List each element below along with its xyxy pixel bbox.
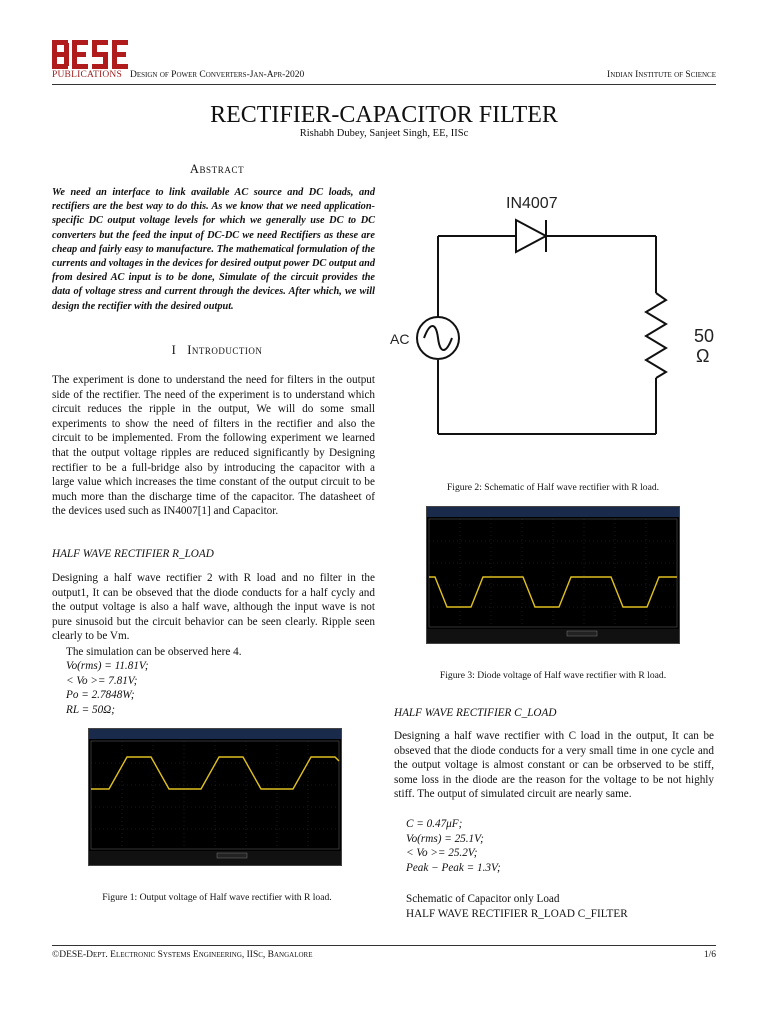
schematic-half-wave-rectifier bbox=[388, 188, 718, 450]
equation: Vo(rms) = 11.81V; bbox=[66, 660, 149, 672]
figure-1-caption: Figure 1: Output voltage of Half wave rectifier with R load. bbox=[102, 892, 332, 903]
simulation-note: The simulation can be observed here 4. bbox=[66, 646, 242, 658]
figure-2-caption: Figure 2: Schematic of Half wave rectifier with R load. bbox=[446, 482, 660, 493]
running-header-left: Design of Power Converters-Jan-Apr-2020 bbox=[130, 70, 305, 80]
diode-label: IN4007 bbox=[506, 195, 558, 212]
dese-logo bbox=[52, 40, 128, 70]
page-number: 1/6 bbox=[703, 950, 716, 960]
section-number: I bbox=[171, 343, 177, 357]
equation: C = 0.47μF; bbox=[406, 818, 463, 830]
hw-c-load-text: Designing a half wave rectifier with C load in the output, It can be obseved that the diode conducts for a very small time in one cycle and the output voltage is almost constant or can be orbserved to be stiff, some loss in the diode are the reason for the voltage to be not highly stiff. The output of simulated circuit are nearly same. bbox=[394, 730, 714, 801]
subheading-hw-c-load: HALF WAVE RECTIFIER C_LOAD bbox=[394, 707, 557, 719]
oscilloscope-figure-3 bbox=[426, 506, 680, 644]
publisher-label: PUBLICATIONS bbox=[52, 70, 122, 80]
equation: RL = 50Ω; bbox=[66, 704, 115, 716]
resistor-value: 50 bbox=[694, 326, 715, 346]
abstract-heading: Abstract bbox=[189, 162, 245, 176]
footer-rule bbox=[52, 945, 716, 946]
capacitor-load-note: Schematic of Capacitor only Load bbox=[406, 893, 560, 905]
paper-authors: Rishabh Dubey, Sanjeet Singh, EE, IISc bbox=[299, 128, 469, 139]
oscilloscope-figure-1 bbox=[88, 728, 342, 866]
equation: Po = 2.7848W; bbox=[66, 689, 135, 701]
equation: < Vo >= 7.81V; bbox=[66, 675, 138, 687]
figure-3-caption: Figure 3: Diode voltage of Half wave rectifier with R load. bbox=[439, 670, 667, 681]
resistor-unit: Ω bbox=[696, 346, 710, 366]
ac-source-label: AC bbox=[390, 331, 410, 347]
header-rule bbox=[52, 84, 716, 85]
introduction-text: The experiment is done to understand the need for filters in the output side of the rectifier. The need of the experiment is to understand which circuit reduces the ripple in the output, We will do some small experiments to show the need of filters in the rectifier and also the circuit to be implemented. From the following experiment we learned that the output voltage ripples are reduced significantly by Designing rectifier to be a full-bridge also by introducing the capacitor with a large value which increases the time constant of the output circuit to be much more than the discharge time of the capacitor. The datasheet of the devices used such as IN4007[1] and Capacitor. bbox=[52, 374, 375, 518]
equation: < Vo >= 25.2V; bbox=[406, 847, 478, 859]
next-subheading-preview: HALF WAVE RECTIFIER R_LOAD C_FILTER bbox=[406, 908, 628, 920]
footer-left: ©DESE-Dept. Electronic Systems Engineering, IISc, Bangalore bbox=[52, 950, 313, 960]
paper-title: RECTIFIER-CAPACITOR FILTER bbox=[210, 102, 558, 128]
section-title: Introduction bbox=[187, 343, 263, 357]
subheading-hw-r-load: HALF WAVE RECTIFIER R_LOAD bbox=[52, 548, 214, 560]
equation: Vo(rms) = 25.1V; bbox=[406, 833, 484, 845]
section-heading-introduction bbox=[52, 343, 382, 358]
hw-r-load-text: Designing a half wave rectifier 2 with R load and no filter in the output1, It can be obseved that the diode conducts for a half cycly and the output voltage is also a half wave, although the input wave is not pure sinusoid but the circuit behavior can be seen clearly. Ripple seen clearly to be Vm. bbox=[52, 572, 375, 643]
running-header-right: Indian Institute of Science bbox=[607, 70, 716, 80]
abstract-text: We need an interface to link available AC source and DC loads, and rectifiers are the best way to do this. As we know that we need application-specific DC output voltage levels for which we generally use DC to DC converters but the feed the input of DC-DC we need Rectifiers as these are cheap and fairly easy to manufacture. The mathematical formulation of the currents and voltages in the devices for desired output power DC output and from desired AC input is to be done, Simulate of the circuit provides the data of voltage stress and current through the devices. After which, we will design the rectifier with the desired output. bbox=[52, 187, 375, 312]
equation: Peak − Peak = 1.3V; bbox=[406, 862, 501, 874]
